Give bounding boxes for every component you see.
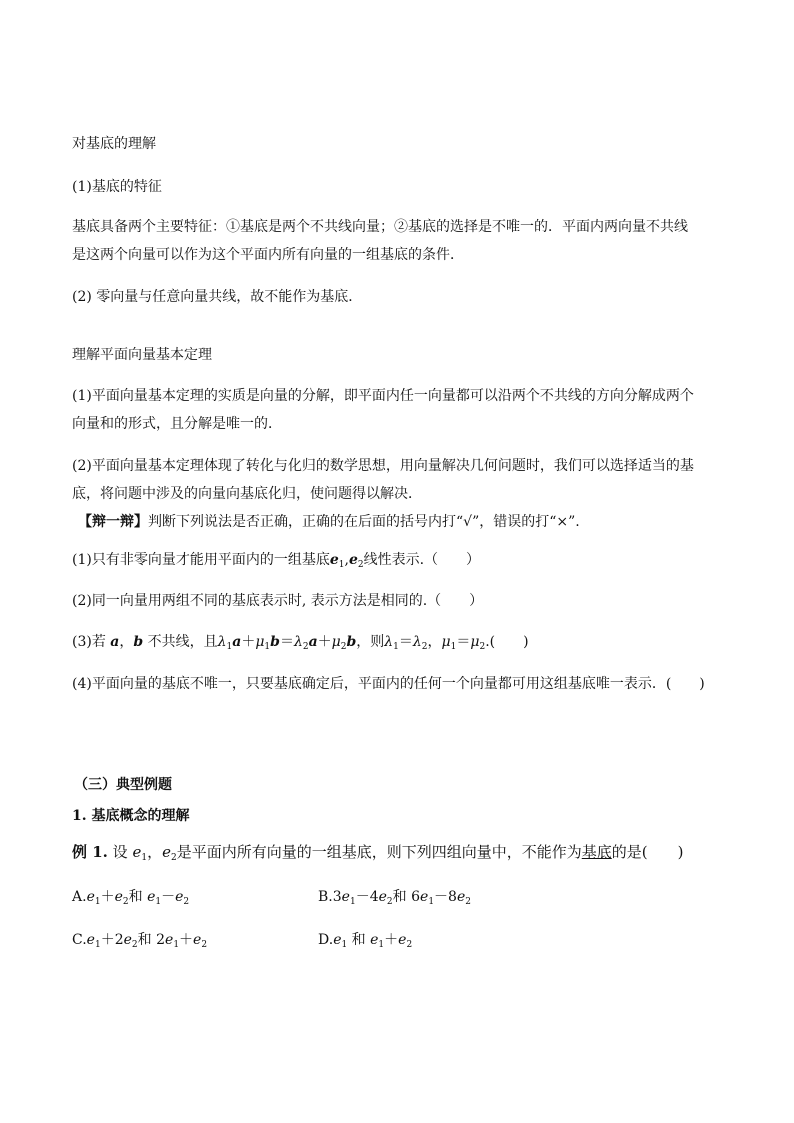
paragraph-line: (2) 零向量与任意向量共线，故不能作为基底．: [72, 289, 363, 305]
quiz-intro-text: 判断下列说法是否正确，正确的在后面的括号内打“√”，错误的打“×”.: [148, 514, 580, 530]
option-b: $B.3e_1-4e_2$和 $6e_1-8e_2$: [318, 889, 471, 907]
option-d: $D.e_1$ 和 $e_1+e_2$: [318, 932, 413, 950]
quiz-item-2: (2)同一向量用两组不同的基底表示时, 表示方法是相同的.（ ）: [72, 593, 484, 609]
quiz-item-4: (4)平面向量的基底不唯一，只要基底确定后，平面内的任何一个向量都可用这组基底唯一表示．( ): [72, 676, 705, 692]
paragraph-line: 是这两个向量可以作为这个平面内所有向量的一组基底的条件．: [72, 247, 464, 263]
paragraph-line: 底，将问题中涉及的向量向基底化归，使问题得以解决．: [72, 486, 422, 502]
quiz-tag: 【辩一辩】: [78, 514, 148, 530]
section-heading-basis: 对基底的理解: [72, 136, 156, 152]
option-c: $C.e_1+2e_2$和 $2e_1+e_2$: [72, 932, 208, 950]
paragraph-line: 基底具备两个主要特征：①基底是两个不共线向量；②基底的选择是不唯一的．平面内两向量不共线: [72, 219, 688, 235]
paragraph-line: (1)平面向量基本定理的实质是向量的分解，即平面内任一向量都可以沿两个不共线的方向分解成两个: [72, 388, 694, 404]
subheading-basis-features: (1)基底的特征: [72, 179, 162, 195]
quiz-item-1: (1)只有非零向量才能用平面内的一组基底$e_1,e_2$线性表示.（ ）: [72, 552, 481, 570]
section-heading-theorem: 理解平面向量基本定理: [72, 347, 212, 363]
example-1-question: 例 1. 设 $e_1$，$e_2$是平面内所有向量的一组基底，则下列四组向量中，不能作为基底的是( ): [72, 843, 684, 863]
paragraph-line: 向量和的形式，且分解是唯一的．: [72, 416, 282, 432]
paragraph-line: (2)平面向量基本定理体现了转化与化归的数学思想，用向量解决几何问题时，我们可以选择适当的基: [72, 458, 694, 474]
topic-heading: 1. 基底概念的理解: [72, 808, 190, 824]
option-a: $A.e_1+e_2$和 $e_1-e_2$: [72, 889, 190, 907]
quiz-intro: [78, 512, 580, 532]
section-title-examples: （三）典型例题: [74, 777, 172, 793]
quiz-item-3: (3)若 a，b 不共线，且$\lambda_1a+\mu_1b=\lambda_2a+\mu_2b$，则$\lambda_1=\lambda_2$，$\mu_1=\mu_2$.( ): [72, 634, 529, 652]
